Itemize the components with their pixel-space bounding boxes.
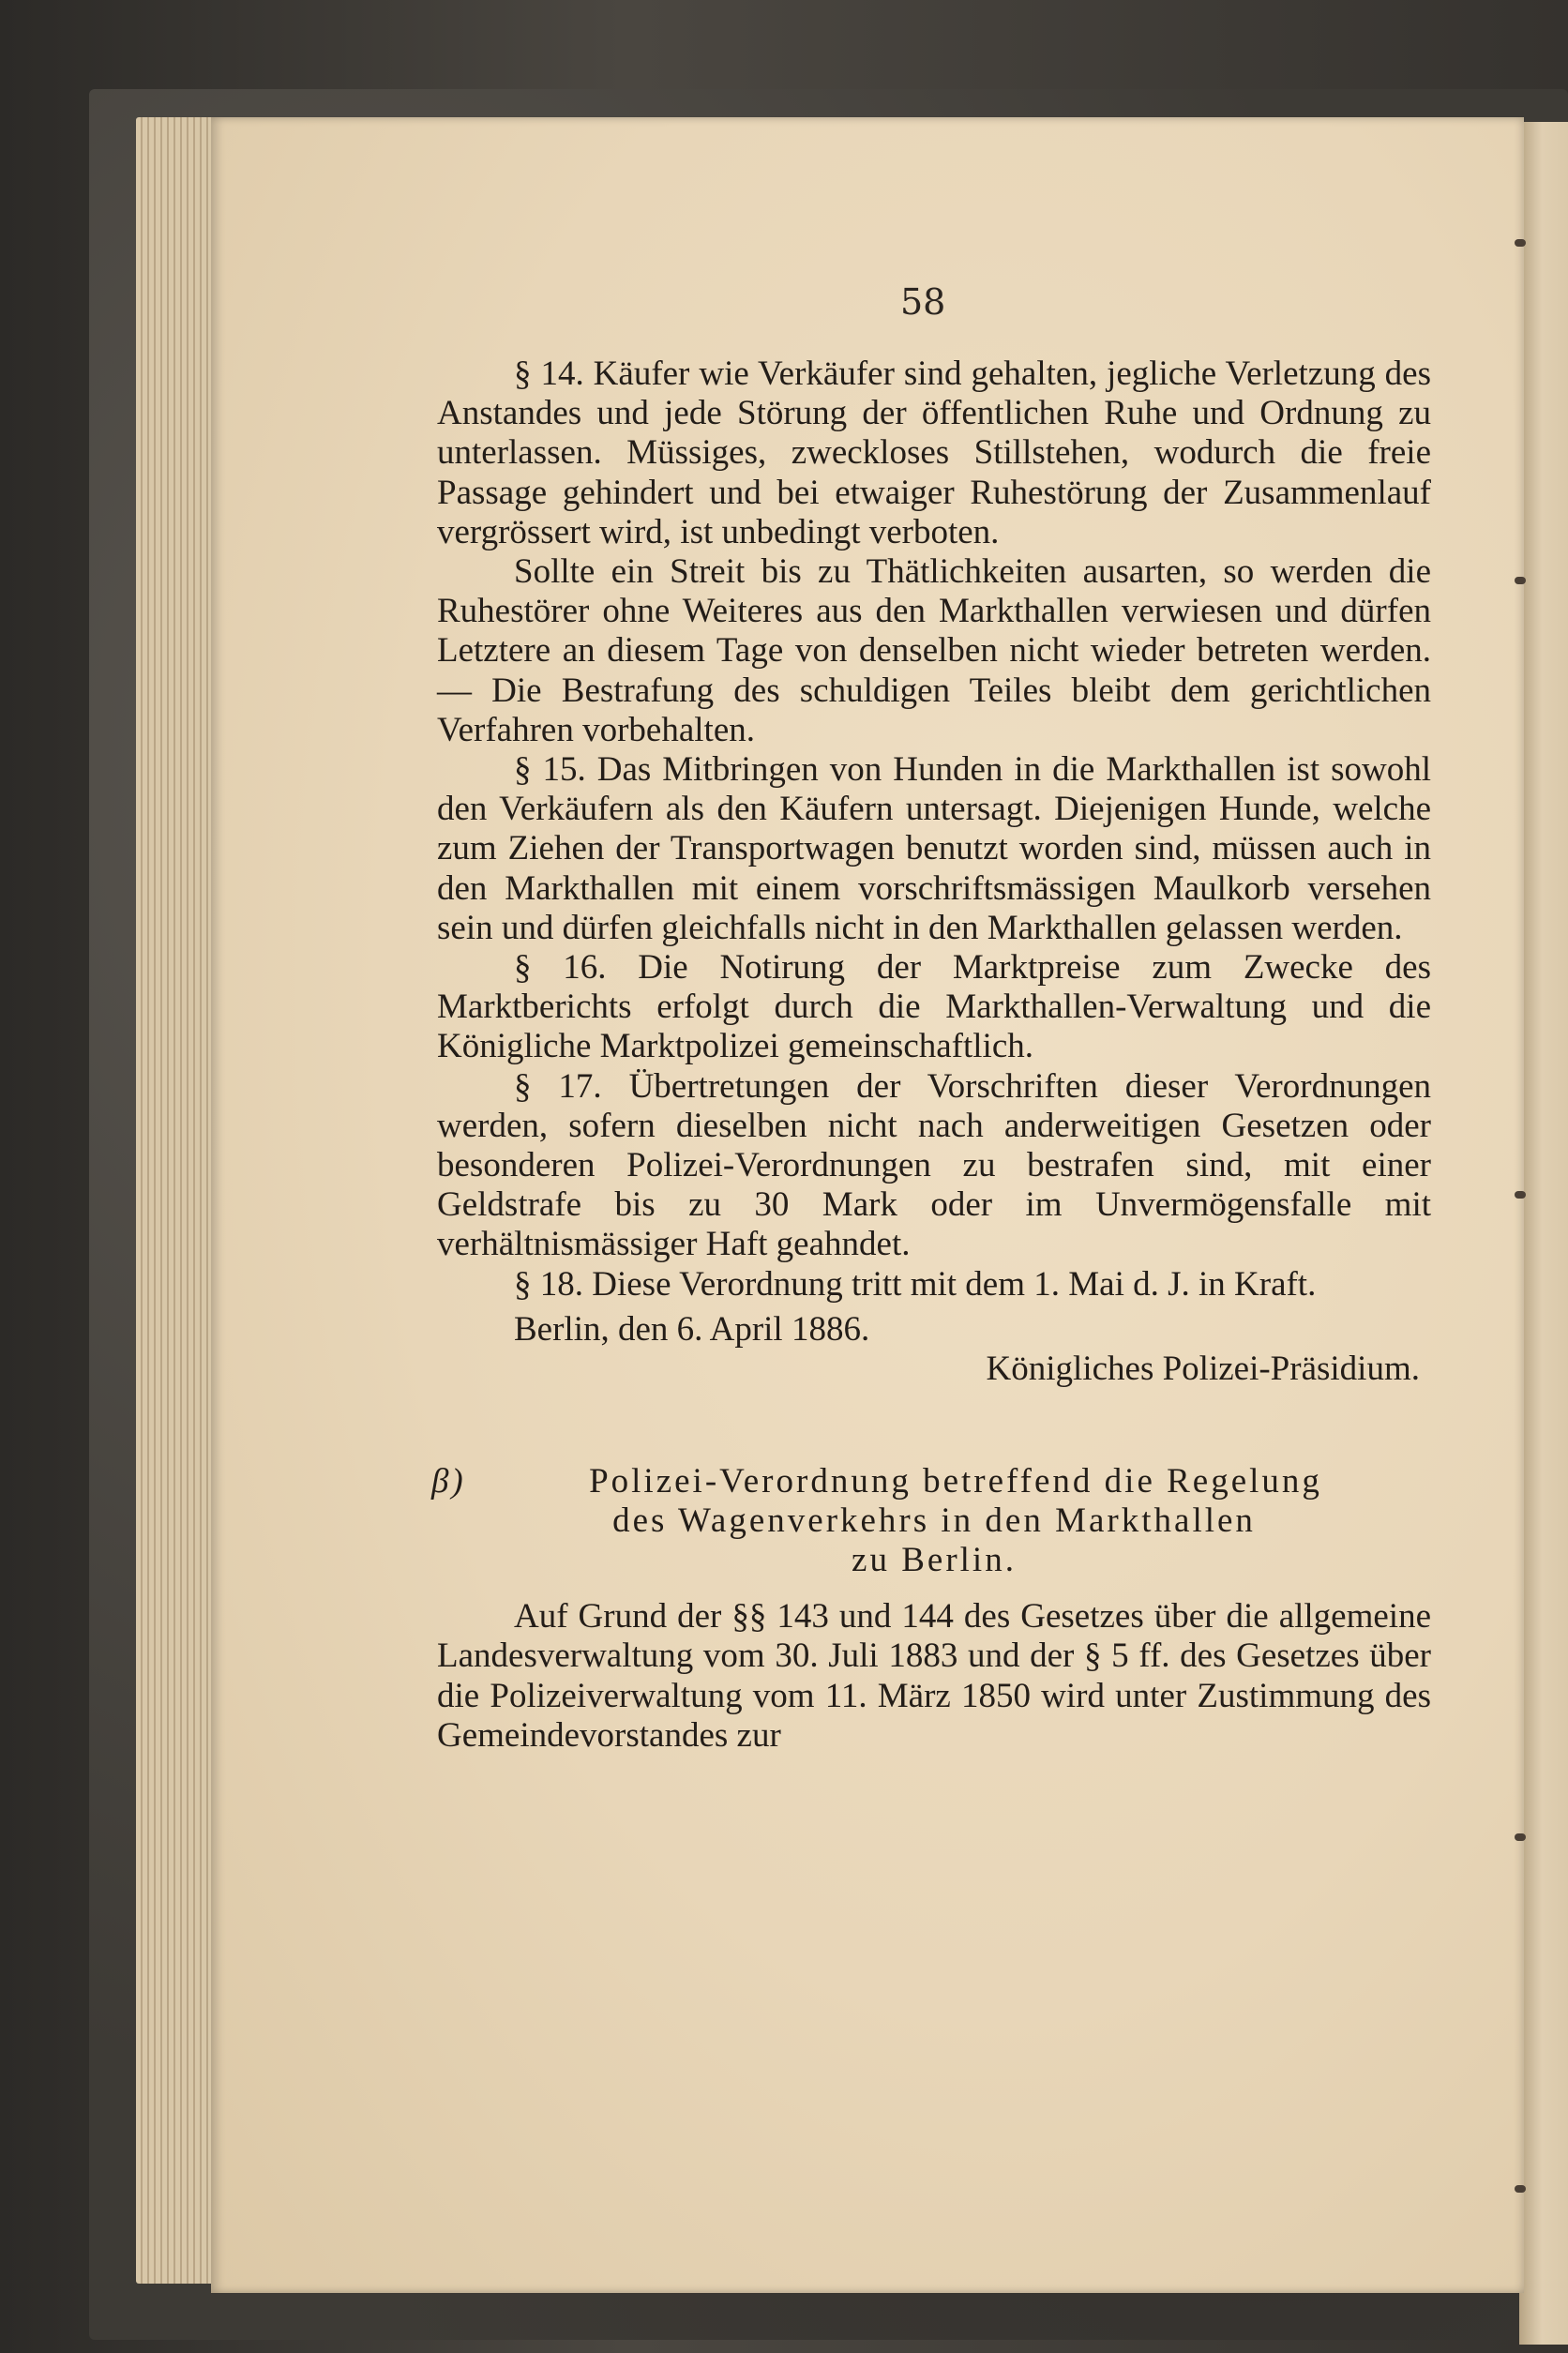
- page-number: 58: [900, 281, 946, 323]
- margin-mark: [1515, 1191, 1526, 1199]
- heading-line-1: Polizei-Verordnung betreffend die Regelung: [589, 1462, 1322, 1501]
- paragraph-section-18: § 18. Diese Verordnung tritt mit dem 1. Mai d. J. in Kraft.: [514, 1264, 1317, 1304]
- paragraph-section-16: § 16. Die Notirung der Marktpreise zum Zwecke des Marktberichts erfolgt durch die Markthallen-Verwaltung und die Königliche Marktpolizei gemeinschaftlich.: [437, 948, 1431, 1066]
- paragraph-section-14-continued: Sollte ein Streit bis zu Thätlichkeiten ausarten, so werden die Ruhestörer ohne Weiteres aus den Markthallen verwiesen und dürfen Letztere an diesem Tage von denselben nicht wieder betreten werden. — Die Bestrafung des schuldigen Teiles bleibt dem gerichtlichen Verfahren vorbehalten.: [437, 552, 1431, 749]
- facing-page-edge: [1519, 122, 1568, 2345]
- signature-authority: Königliches Polizei-Präsidium.: [986, 1350, 1420, 1389]
- margin-mark: [1515, 239, 1526, 247]
- margin-mark: [1515, 2185, 1526, 2193]
- signature-date: Berlin, den 6. April 1886.: [514, 1309, 870, 1349]
- heading-line-3: zu Berlin.: [852, 1541, 1017, 1580]
- page-text: [431, 354, 1431, 1756]
- paragraph-section-17: § 17. Übertretungen der Vorschriften dieser Verordnungen werden, sofern dieselben nicht nach anderweitigen Gesetzen oder besonderen Polizei-Verordnungen zu bestrafen sind, mit einer Geldstrafe bis zu 30 Mark oder im Unvermögensfalle mit verhältnismässiger Haft geahndet.: [437, 1066, 1431, 1264]
- margin-mark: [1515, 577, 1526, 584]
- paragraph-section-14: § 14. Käufer wie Verkäufer sind gehalten, jegliche Verletzung des Anstandes und jede Störung der öffentlichen Ruhe und Ordnung zu unterlassen. Müssiges, zweckloses Stillstehen, wodurch die freie Passage gehindert und bei etwaiger Ruhestörung der Zusammenlauf vergrössert wird, ist unbedingt verboten.: [437, 354, 1431, 551]
- section-marker: β): [431, 1462, 466, 1501]
- margin-mark: [1515, 1833, 1526, 1841]
- page-edges: [136, 117, 220, 2284]
- paragraph-section-15: § 15. Das Mitbringen von Hunden in die Markthallen ist sowohl den Verkäufern als den Käufern untersagt. Diejenigen Hunde, welche zum Ziehen der Transportwagen benutzt worden sind, müssen auch in den Markthallen mit einem vorschriftsmässigen Maulkorb versehen sein und dürfen gleichfalls nicht in den Markthallen gelassen werden.: [437, 750, 1431, 947]
- heading-line-2: des Wagenverkehrs in den Markthallen: [612, 1501, 1256, 1541]
- section-heading-text: [431, 1462, 1431, 1580]
- section-heading: [431, 1462, 1431, 1580]
- paragraph-ordinance-intro: Auf Grund der §§ 143 und 144 des Gesetzes über die allgemeine Landesverwaltung vom 30. Juli 1883 und der § 5 ff. des Gesetzes über die Polizeiverwaltung vom 11. März 1850 wird unter Zustimmung des Gemeindevorstandes zur: [437, 1597, 1431, 1755]
